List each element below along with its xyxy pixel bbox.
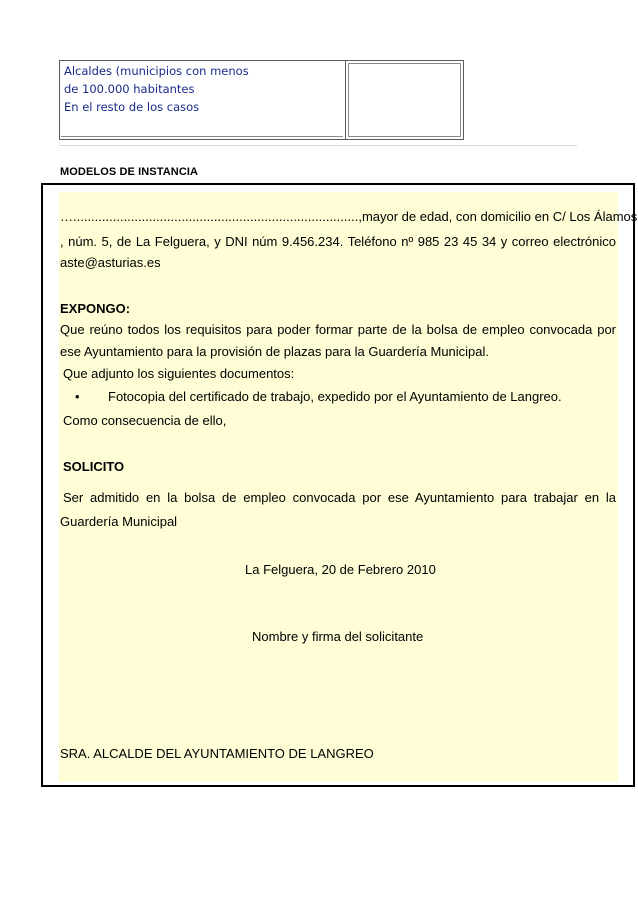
solicito-line-1-text: Ser admitido en la bolsa de empleo convocada por ese Ayuntamiento para trabajar en la [63, 490, 616, 505]
place-date: La Felguera, 20 de Febrero 2010 [245, 562, 436, 577]
email-line: aste@asturias.es [60, 255, 161, 270]
table-line: Alcaldes (municipios con menos [64, 64, 249, 78]
table-line: En el resto de los casos [64, 100, 200, 114]
solicito-heading: SOLICITO [63, 459, 125, 474]
table-cell-description [60, 61, 346, 139]
document-item: Fotocopia del certificado de trabajo, expedido por el Ayuntamiento de Langreo. [108, 389, 562, 404]
divider [59, 145, 577, 146]
signature-label: Nombre y firma del solicitante [252, 629, 424, 644]
consecuencia-line: Como consecuencia de ello, [63, 413, 227, 428]
adjunto-line: Que adjunto los siguientes documentos: [63, 366, 295, 381]
intro-line-2-text: , núm. 5, de La Felguera, y DNI núm 9.456.234. Teléfono nº 985 23 45 34 y correo electrónico [60, 234, 616, 249]
intro-line-1 [60, 206, 638, 228]
expongo-line-1-text: Que reúno todos los requisitos para poder formar parte de la bolsa de empleo convocada por [60, 322, 616, 337]
addressee: SRA. ALCALDE DEL AYUNTAMIENTO DE LANGREO [60, 746, 374, 761]
positions-table [59, 60, 464, 140]
solicito-line-1 [63, 487, 616, 509]
solicito-line-2: Guardería Municipal [60, 514, 178, 529]
section-title: MODELOS DE INSTANCIA [60, 166, 199, 178]
expongo-line-1 [60, 319, 616, 341]
intro-line-2 [60, 231, 616, 253]
intro-line-1-text: mayor de edad, con domicilio en C/ Los Álamos [361, 209, 638, 224]
name-placeholder-dots: …..............................................................................., [60, 209, 362, 224]
table-line: de 100.000 habitantes [64, 82, 195, 96]
expongo-heading: EXPONGO: [60, 301, 131, 316]
expongo-line-2: ese Ayuntamiento para la provisión de plazas para la Guardería Municipal. [60, 344, 490, 359]
table-cell-empty [346, 61, 463, 139]
bullet-icon: • [75, 389, 80, 404]
